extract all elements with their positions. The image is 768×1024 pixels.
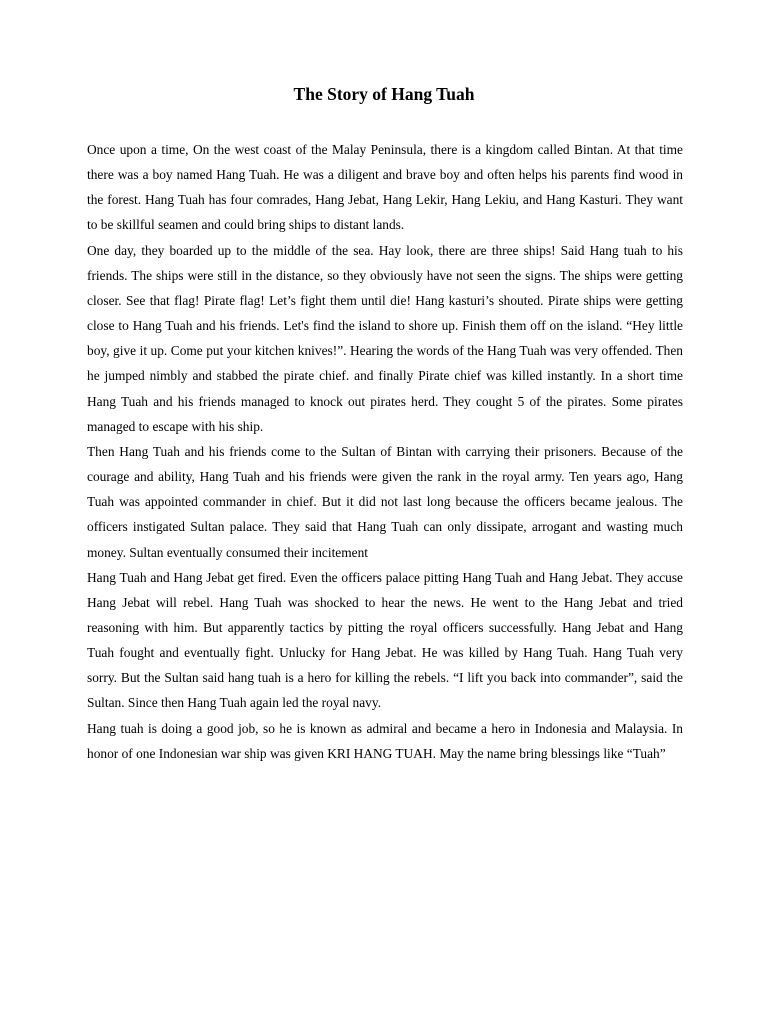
story-paragraph: Hang Tuah and Hang Jebat get fired. Even the officers palace pitting Hang Tuah and Hang Jebat. They accuse Hang Jebat will rebel. Hang Tuah was shocked to hear the news. He went to the Hang Jebat and tried reasoning with him. But apparently tactics by pitting the royal officers successfully. Hang Jebat and Hang Tuah fought and eventually fight. Unlucky for Hang Jebat. He was killed by Hang Tuah. Hang Tuah very sorry. But the Sultan said hang tuah is a hero for killing the rebels. “I lift you back into commander”, said the Sultan. Since then Hang Tuah again led the royal navy.: [87, 569, 683, 711]
story-body: [87, 137, 683, 766]
story-paragraph: Then Hang Tuah and his friends come to the Sultan of Bintan with carrying their prisoners. Because of the courage and ability, Hang Tuah and his friends were given the rank in the royal army. Ten years ago, Hang Tuah was appointed commander in chief. But it did not last long because the officers became jealous. The officers instigated Sultan palace. They said that Hang Tuah can only dissipate, arrogant and wasting much money. Sultan eventually consumed their incitement: [87, 443, 683, 560]
story-paragraph: Once upon a time, On the west coast of the Malay Peninsula, there is a kingdom called Bintan. At that time there was a boy named Hang Tuah. He was a diligent and brave boy and often helps his parents find wood in the forest. Hang Tuah has four comrades, Hang Jebat, Hang Lekir, Hang Lekiu, and Hang Kasturi. They want to be skillful seamen and could bring ships to distant lands.: [87, 142, 683, 233]
story-paragraph: Hang tuah is doing a good job, so he is known as admiral and became a hero in Indonesia and Malaysia. In honor of one Indonesian war ship was given KRI HANG TUAH. May the name bring blessings like “Tuah”: [87, 720, 683, 761]
document-title: The Story of Hang Tuah: [293, 84, 475, 104]
story-paragraph: One day, they boarded up to the middle of the sea. Hay look, there are three ships! Said Hang tuah to his friends. The ships were still in the distance, so they obviously have not seen the signs. The ships were getting closer. See that flag! Pirate flag! Let’s fight them until die! Hang kasturi’s shouted. Pirate ships were getting close to Hang Tuah and his friends. Let's find the island to shore up. Finish them off on the island. “Hey little boy, give it up. Come put your kitchen knives!”. Hearing the words of the Hang Tuah was very offended. Then he jumped nimbly and stabbed the pirate chief. and finally Pirate chief was killed instantly. In a short time Hang Tuah and his friends managed to knock out pirates herd. They cought 5 of the pirates. Some pirates managed to escape with his ship.: [87, 242, 683, 434]
